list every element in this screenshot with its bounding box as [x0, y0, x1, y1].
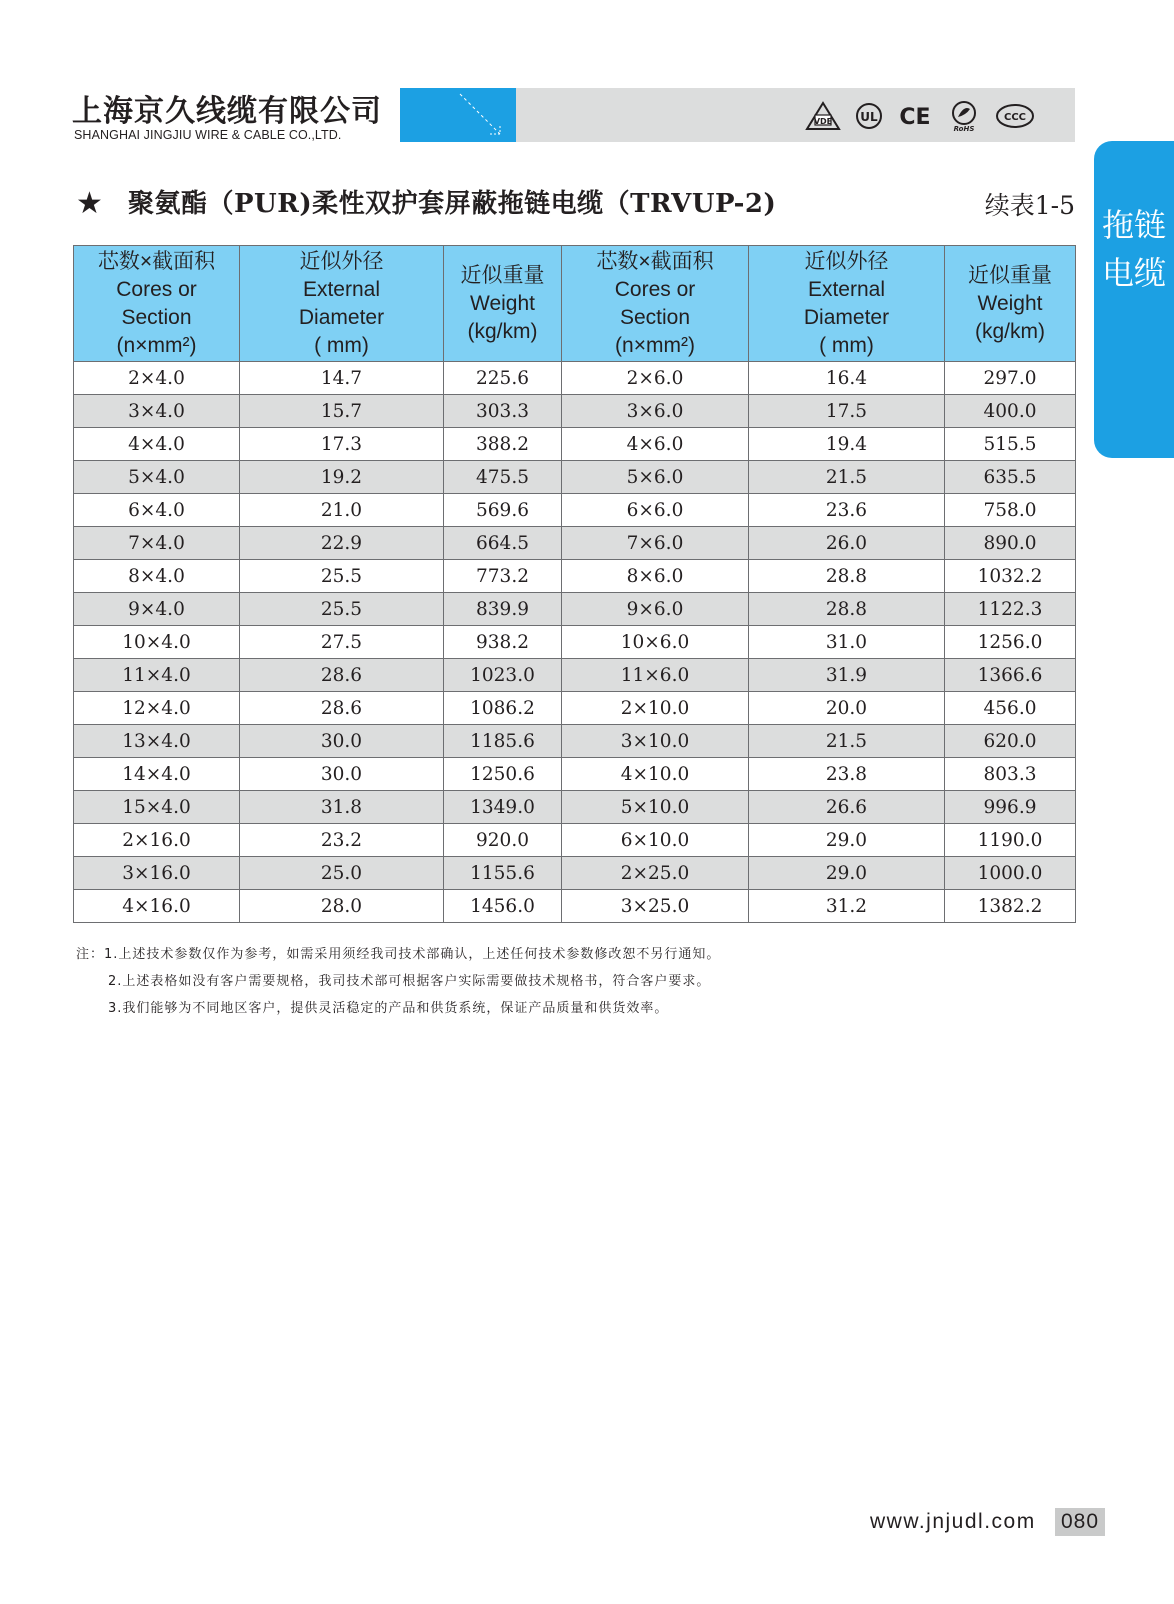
table-cell: 6×6.0 — [562, 494, 749, 527]
company-name-en: SHANGHAI JINGJIU WIRE & CABLE CO.,LTD. — [74, 128, 342, 142]
column-header-line: 近似重量 — [968, 263, 1052, 287]
table-cell: 20.0 — [749, 692, 945, 725]
svg-text:RoHS: RoHS — [953, 125, 975, 132]
table-row — [74, 560, 1076, 593]
table-cell: 10×4.0 — [74, 626, 240, 659]
side-tab-label: 拖链电缆 — [1101, 206, 1166, 292]
table-cell: 28.8 — [749, 593, 945, 626]
column-header-line: Section — [619, 305, 691, 329]
table-cell: 456.0 — [945, 692, 1076, 725]
table-cell: 5×10.0 — [562, 791, 749, 824]
table-cell: 28.6 — [240, 659, 444, 692]
table-cell: 31.0 — [749, 626, 945, 659]
column-header — [945, 246, 1076, 362]
table-cell: 26.0 — [749, 527, 945, 560]
table-cell: 225.6 — [444, 362, 562, 395]
column-header-line: Section — [121, 305, 192, 329]
column-header-line: Diameter — [803, 305, 890, 329]
table-cell: 28.8 — [749, 560, 945, 593]
table-cell: 4×16.0 — [74, 890, 240, 923]
svg-text:CCC: CCC — [1003, 112, 1027, 123]
table-cell: 996.9 — [945, 791, 1076, 824]
table-cell: 1250.6 — [444, 758, 562, 791]
column-header-line: External — [302, 277, 381, 301]
table-cell: 21.5 — [749, 461, 945, 494]
table-cell: 3×4.0 — [74, 395, 240, 428]
notes — [76, 941, 720, 1022]
svg-text:VDE: VDE — [813, 117, 833, 126]
table-cell: 2×16.0 — [74, 824, 240, 857]
column-header — [562, 246, 749, 362]
table-row — [74, 659, 1076, 692]
table-cell: 30.0 — [240, 725, 444, 758]
column-header-line: Weight — [470, 291, 535, 315]
table-cell: 1023.0 — [444, 659, 562, 692]
table-cell: 620.0 — [945, 725, 1076, 758]
ccc-icon — [995, 102, 1035, 130]
table-cell: 25.5 — [240, 593, 444, 626]
table-cell: 8×4.0 — [74, 560, 240, 593]
table-cell: 3×16.0 — [74, 857, 240, 890]
column-header — [240, 246, 444, 362]
table-cell: 21.5 — [749, 725, 945, 758]
table-cell: 2×25.0 — [562, 857, 749, 890]
column-header-line: 芯数×截面积 — [596, 249, 714, 273]
note-3: 3.我们能够为不同地区客户，提供灵活稳定的产品和供货系统，保证产品质量和供货效率。 — [108, 1001, 669, 1016]
vde-icon — [805, 101, 841, 131]
table-cell: 3×10.0 — [562, 725, 749, 758]
column-header-line: 芯数×截面积 — [97, 249, 216, 273]
diagonal-arrow-icon — [400, 88, 516, 142]
table-cell: 1256.0 — [945, 626, 1076, 659]
table-row — [74, 428, 1076, 461]
table-cell: 19.2 — [240, 461, 444, 494]
table-cell: 23.6 — [749, 494, 945, 527]
table-cell: 920.0 — [444, 824, 562, 857]
table-cell: 1032.2 — [945, 560, 1076, 593]
table-cell: 23.2 — [240, 824, 444, 857]
column-header — [444, 246, 562, 362]
table-cell: 297.0 — [945, 362, 1076, 395]
table-cell: 15.7 — [240, 395, 444, 428]
table-row — [74, 725, 1076, 758]
table-cell: 7×6.0 — [562, 527, 749, 560]
column-header-line: ( mm) — [314, 333, 369, 357]
table-cell: 635.5 — [945, 461, 1076, 494]
continued-table-label: 续表1-5 — [984, 191, 1075, 220]
table-cell: 664.5 — [444, 527, 562, 560]
table-row — [74, 527, 1076, 560]
column-header-line: 近似重量 — [460, 263, 545, 287]
table-cell: 5×4.0 — [74, 461, 240, 494]
table-cell: 890.0 — [945, 527, 1076, 560]
table-cell: 8×6.0 — [562, 560, 749, 593]
side-category-tab — [1094, 141, 1174, 458]
table-row — [74, 593, 1076, 626]
table-cell: 29.0 — [749, 857, 945, 890]
column-header-line: Cores or — [116, 277, 197, 301]
table-cell: 28.0 — [240, 890, 444, 923]
table-cell: 4×6.0 — [562, 428, 749, 461]
table-cell: 938.2 — [444, 626, 562, 659]
certification-logos — [805, 99, 1035, 133]
table-cell: 2×6.0 — [562, 362, 749, 395]
table-cell: 839.9 — [444, 593, 562, 626]
table-cell: 6×10.0 — [562, 824, 749, 857]
table-cell: 26.6 — [749, 791, 945, 824]
table-cell: 11×6.0 — [562, 659, 749, 692]
section-title-row — [76, 186, 1075, 226]
table-cell: 23.8 — [749, 758, 945, 791]
table-row — [74, 890, 1076, 923]
star-icon: ★ — [76, 186, 103, 221]
table-cell: 6×4.0 — [74, 494, 240, 527]
table-cell: 4×4.0 — [74, 428, 240, 461]
table-cell: 515.5 — [945, 428, 1076, 461]
note-1: 注：1.上述技术参数仅作为参考，如需采用须经我司技术部确认，上述任何技术参数修改恕不另行通知。 — [76, 947, 721, 962]
column-header-line: Diameter — [298, 305, 385, 329]
table-cell: 27.5 — [240, 626, 444, 659]
column-header — [749, 246, 945, 362]
column-header-line: (n×mm²) — [116, 333, 197, 357]
ul-icon — [855, 102, 883, 130]
table-cell: 31.2 — [749, 890, 945, 923]
table-cell: 25.0 — [240, 857, 444, 890]
table-cell: 29.0 — [749, 824, 945, 857]
table-cell: 1086.2 — [444, 692, 562, 725]
table-cell: 9×6.0 — [562, 593, 749, 626]
table-cell: 1155.6 — [444, 857, 562, 890]
table-row — [74, 758, 1076, 791]
table-cell: 4×10.0 — [562, 758, 749, 791]
svg-text:CE: CE — [899, 105, 931, 130]
table-cell: 388.2 — [444, 428, 562, 461]
footer-website: www.jnjudl.com — [870, 1510, 1036, 1533]
table-cell: 31.8 — [240, 791, 444, 824]
column-header-line: 近似外径 — [299, 249, 384, 273]
column-header-line: External — [807, 277, 886, 301]
table-cell: 14×4.0 — [74, 758, 240, 791]
table-cell: 1185.6 — [444, 725, 562, 758]
column-header-line: Weight — [977, 291, 1043, 315]
table-cell: 3×6.0 — [562, 395, 749, 428]
note-2: 2.上述表格如没有客户需要规格，我司技术部可根据客户实际需要做技术规格书，符合客户要求。 — [108, 974, 711, 989]
table-cell: 16.4 — [749, 362, 945, 395]
table-cell: 12×4.0 — [74, 692, 240, 725]
table-cell: 22.9 — [240, 527, 444, 560]
column-header-line: (kg/km) — [975, 319, 1045, 343]
table-cell: 1122.3 — [945, 593, 1076, 626]
section-title: 聚氨酯（PUR)柔性双护套屏蔽拖链电缆（TRVUP-2) — [128, 189, 777, 219]
table-cell: 13×4.0 — [74, 725, 240, 758]
table-cell: 2×10.0 — [562, 692, 749, 725]
column-header-line: 近似外径 — [804, 249, 889, 273]
table-row — [74, 857, 1076, 890]
column-header-line: (n×mm²) — [615, 333, 695, 357]
spec-table — [73, 245, 1076, 923]
table-cell: 1382.2 — [945, 890, 1076, 923]
table-cell: 3×25.0 — [562, 890, 749, 923]
ce-icon — [897, 102, 933, 130]
column-header-line: (kg/km) — [467, 319, 538, 343]
table-cell: 17.3 — [240, 428, 444, 461]
table-row — [74, 362, 1076, 395]
table-cell: 14.7 — [240, 362, 444, 395]
table-cell: 31.9 — [749, 659, 945, 692]
rohs-icon — [947, 100, 981, 132]
table-cell: 21.0 — [240, 494, 444, 527]
column-header — [74, 246, 240, 362]
table-row — [74, 824, 1076, 857]
table-row — [74, 461, 1076, 494]
table-row — [74, 494, 1076, 527]
table-cell: 11×4.0 — [74, 659, 240, 692]
table-cell: 9×4.0 — [74, 593, 240, 626]
table-row — [74, 692, 1076, 725]
company-name-cn: 上海京久线缆有限公司 — [72, 94, 382, 129]
table-cell: 19.4 — [749, 428, 945, 461]
table-cell: 475.5 — [444, 461, 562, 494]
table-cell: 569.6 — [444, 494, 562, 527]
table-cell: 303.3 — [444, 395, 562, 428]
table-cell: 1456.0 — [444, 890, 562, 923]
column-header-line: ( mm) — [819, 333, 874, 357]
table-cell: 758.0 — [945, 494, 1076, 527]
table-cell: 1349.0 — [444, 791, 562, 824]
table-cell: 1190.0 — [945, 824, 1076, 857]
table-cell: 30.0 — [240, 758, 444, 791]
table-cell: 7×4.0 — [74, 527, 240, 560]
table-cell: 25.5 — [240, 560, 444, 593]
table-body — [74, 362, 1076, 923]
table-cell: 2×4.0 — [74, 362, 240, 395]
svg-text:UL: UL — [860, 110, 878, 124]
table-row — [74, 791, 1076, 824]
table-cell: 803.3 — [945, 758, 1076, 791]
table-cell: 1000.0 — [945, 857, 1076, 890]
table-cell: 1366.6 — [945, 659, 1076, 692]
table-cell: 15×4.0 — [74, 791, 240, 824]
table-header-row — [74, 246, 1076, 362]
header-accent-block — [400, 88, 516, 142]
column-header-line: Cores or — [614, 277, 696, 301]
table-cell: 400.0 — [945, 395, 1076, 428]
table-row — [74, 395, 1076, 428]
table-row — [74, 626, 1076, 659]
table-cell: 10×6.0 — [562, 626, 749, 659]
table-cell: 28.6 — [240, 692, 444, 725]
table-cell: 5×6.0 — [562, 461, 749, 494]
table-cell: 17.5 — [749, 395, 945, 428]
page-number: 080 — [1055, 1508, 1105, 1536]
table-cell: 773.2 — [444, 560, 562, 593]
